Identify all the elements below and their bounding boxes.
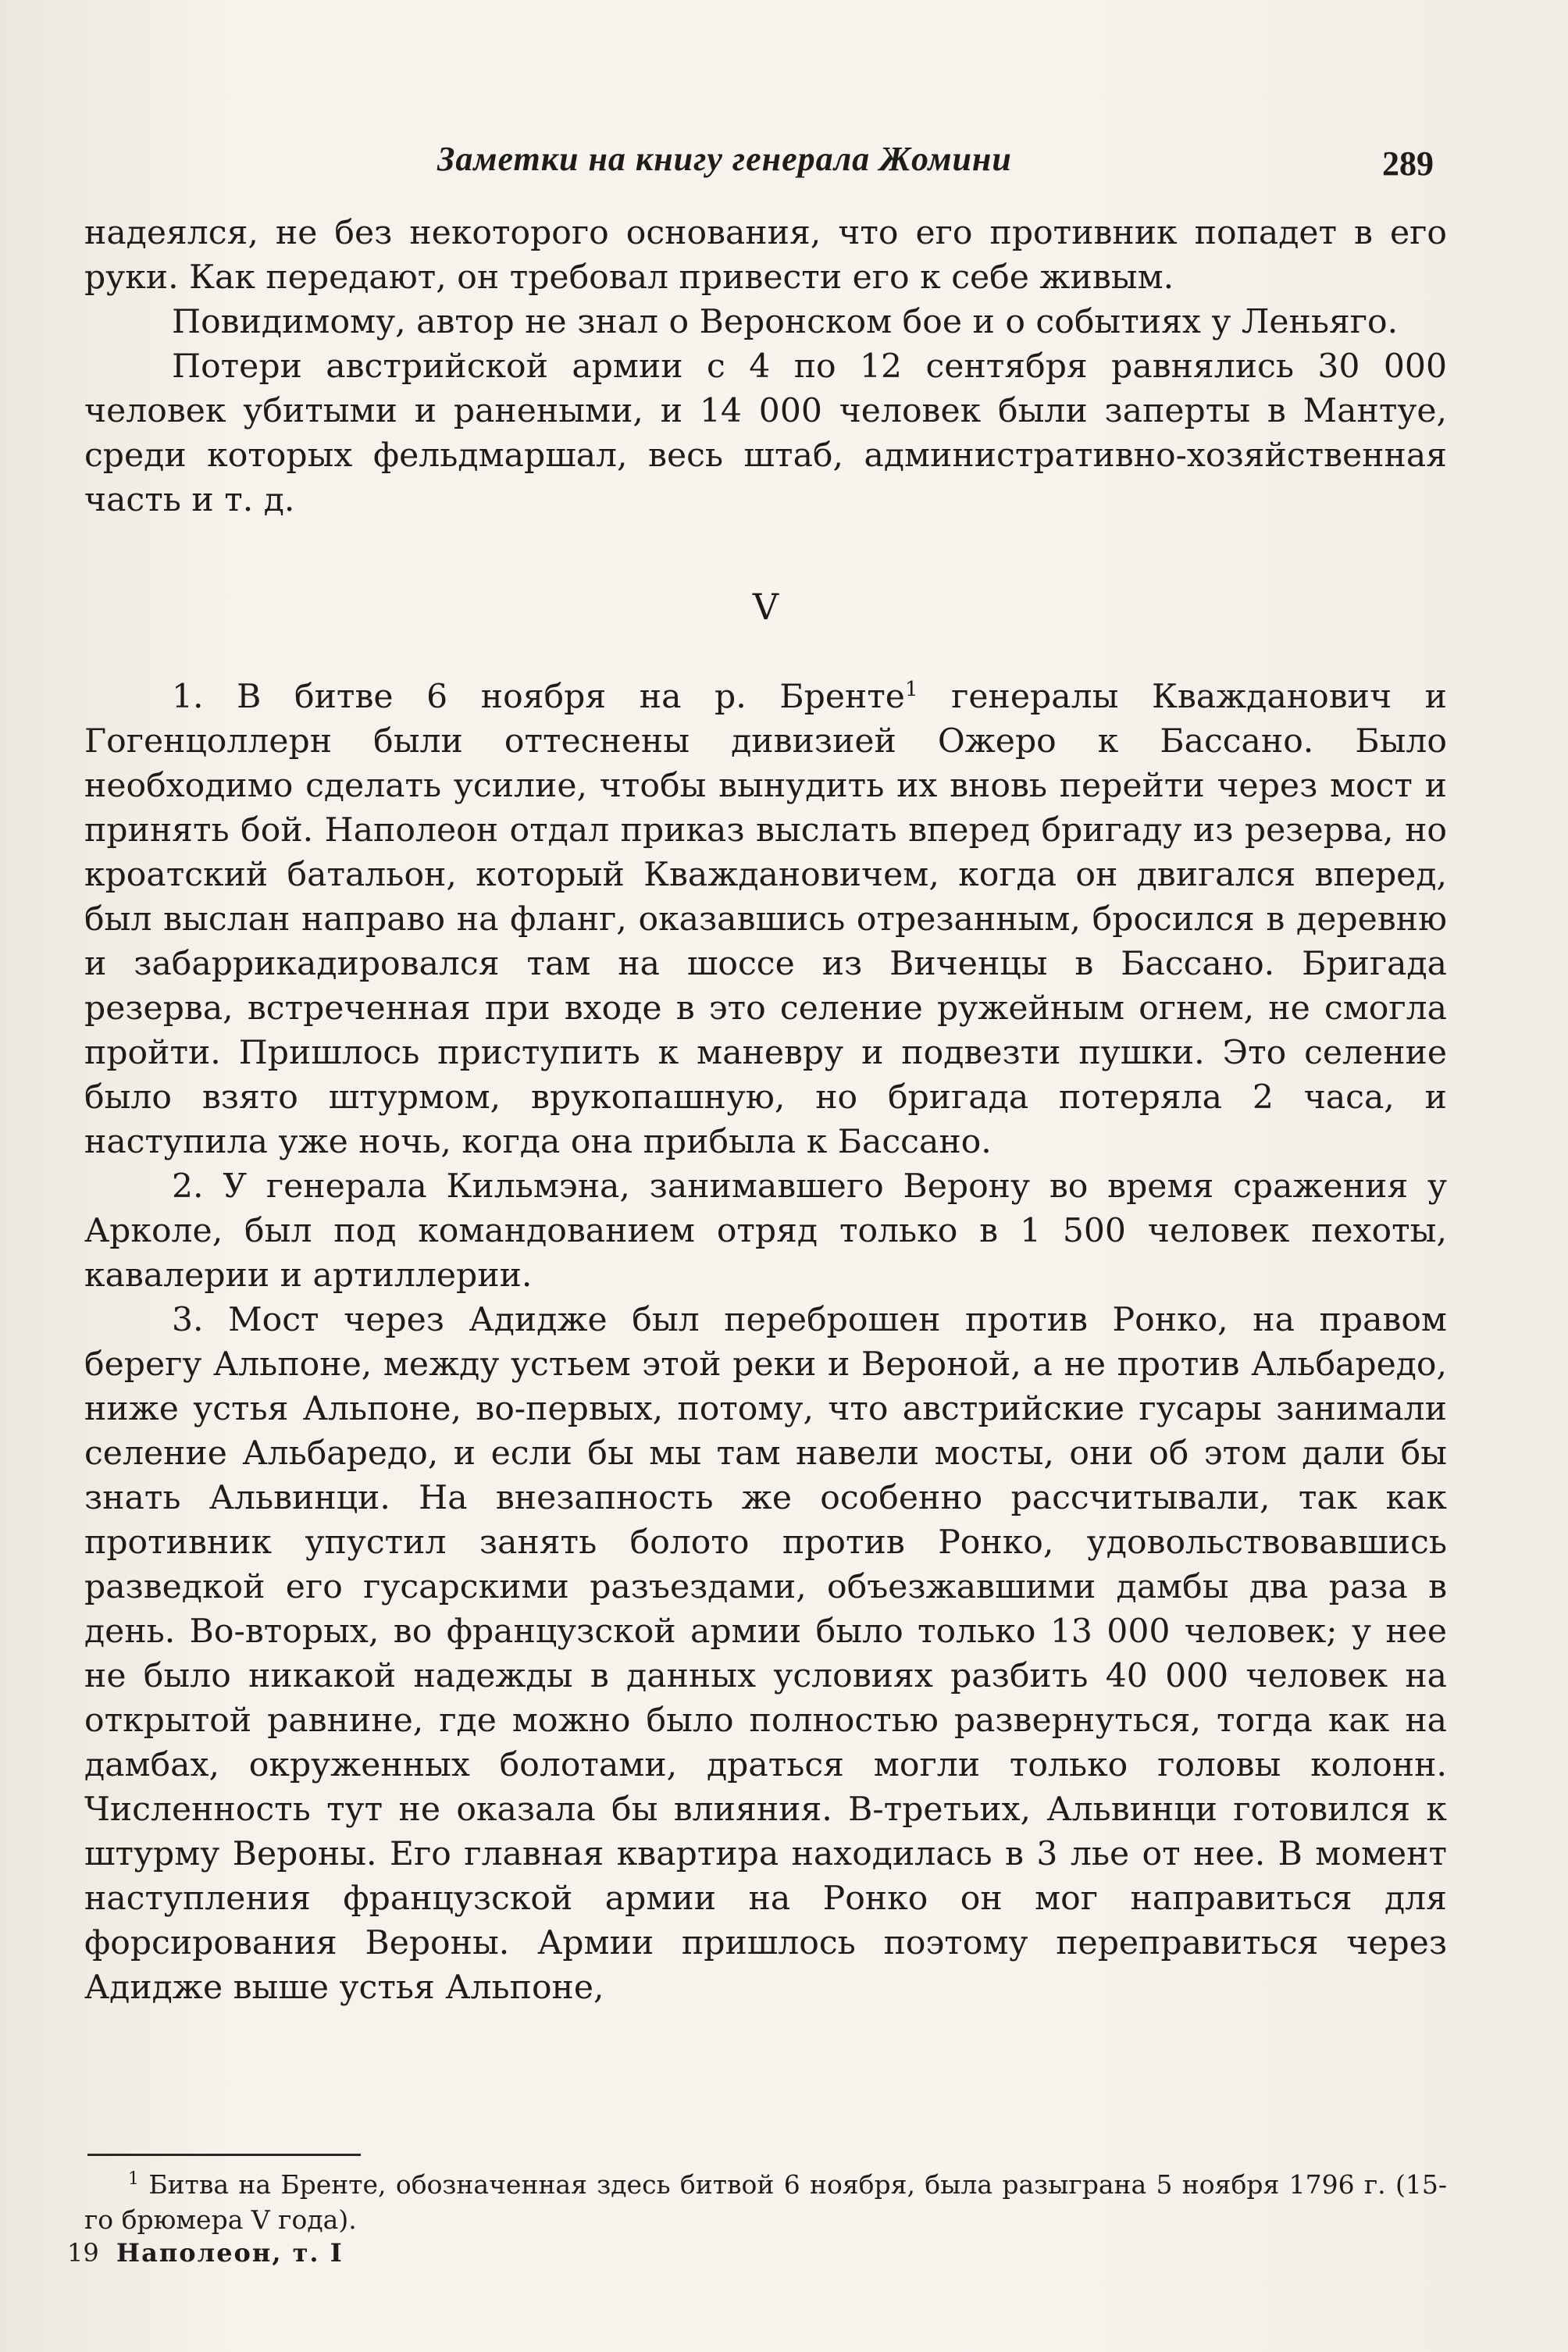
printer-signature bbox=[67, 2238, 344, 2268]
signature-text: Наполеон, т. I bbox=[116, 2238, 344, 2268]
footnote-reference[interactable]: 1 bbox=[904, 677, 918, 701]
paragraph-losses: Потери австрийской армии с 4 по 12 сентября равнялись 30 000 человек убитыми и ранеными, и 14 000 человек были заперты в Мантуе, среди которых фельдмаршал, весь штаб, административно-хозяйственная часть и т. д. bbox=[84, 347, 1447, 519]
section-heading: V bbox=[752, 586, 779, 628]
item-1-rest: генералы Кважданович и Гогенцоллерн были оттеснены дивизией Ожеро к Бассано. Было необходимо сделать усилие, чтобы вынудить их вновь перейти через мост и принять бой. Наполеон отдал приказ выслать вперед бригаду из резерва, но кроатский батальон, который Кваждановичем, когда он двигался вперед, был выслан направо на фланг, оказавшись отрезанным, бросился в деревню и забаррикадировался там на шоссе из Виченцы в Бассано. Бригада резерва, встреченная при входе в это селение ружейным огнем, не смогла пройти. Пришлось приступить к маневру и подвезти пушки. Это селение было взято штурмом, врукопашную, но бригада потеряла 2 часа, и наступила уже ночь, когда она прибыла к Бассано. bbox=[84, 678, 1447, 1161]
footnote-text: Битва на Бренте, обозначенная здесь битвой 6 ноября, была разыграна 5 ноября 1796 г. (15-го брюмера V года). bbox=[84, 2169, 1447, 2235]
signature-number: 19 bbox=[67, 2238, 99, 2268]
paragraph-verona: Повидимому, автор не знал о Веронском бое и о событиях у Леньяго. bbox=[172, 303, 1399, 341]
paragraph-item-1 bbox=[84, 675, 1447, 1164]
paragraph-continuation: надеялся, не без некоторого основания, что его противник попадет в его руки. Как передают, он требовал привести его к себе живым. bbox=[84, 214, 1447, 297]
main-text bbox=[84, 211, 1447, 2010]
paragraph-item-3: 3. Мост через Адидже был переброшен против Ронко, на правом берегу Альпоне, между устьем этой реки и Вероной, а не против Альбаредо, ниже устья Альпоне, во-первых, потому, что австрийские гусары занимали селение Альбаредо, и если бы мы там навели мосты, они об этом дали бы знать Альвинци. На внезапность же особенно рассчитывали, так как противник упустил занять болото против Ронко, удовольствовавшись разведкой его гусарскими разъездами, объезжавшими дамбы два раза в день. Во-вторых, во французской армии было только 13 000 человек; у нее не было никакой надежды в данных условиях разбить 40 000 человек на открытой равнине, где можно было полностью развернуться, тогда как на дамбах, окруженных болотами, драться могли только головы колонн. Численность тут не оказала бы влияния. В-третьих, Альвинци готовился к штурму Вероны. Его главная квартира находилась в 3 лье от нее. В момент наступления французской армии на Ронко он мог направиться для форсирования Вероны. Армии пришлось поэтому переправиться через Адидже выше устья Альпоне, bbox=[84, 1301, 1447, 2007]
page-header bbox=[0, 139, 1568, 201]
footnote-divider bbox=[87, 2154, 361, 2156]
running-title: Заметки на книгу генерала Жомини bbox=[437, 140, 1012, 178]
item-1-start: 1. В битве 6 ноября на р. Бренте bbox=[172, 678, 905, 716]
footnote-1 bbox=[84, 2167, 1447, 2237]
page-number: 289 bbox=[1382, 144, 1434, 183]
footnote-number: 1 bbox=[128, 2169, 139, 2189]
paragraph-item-2: 2. У генерала Кильмэна, занимавшего Верону во время сражения у Арколе, был под командованием отряд только в 1 500 человек пехоты, кавалерии и артиллерии. bbox=[84, 1167, 1447, 1295]
footnotes bbox=[84, 2167, 1447, 2237]
